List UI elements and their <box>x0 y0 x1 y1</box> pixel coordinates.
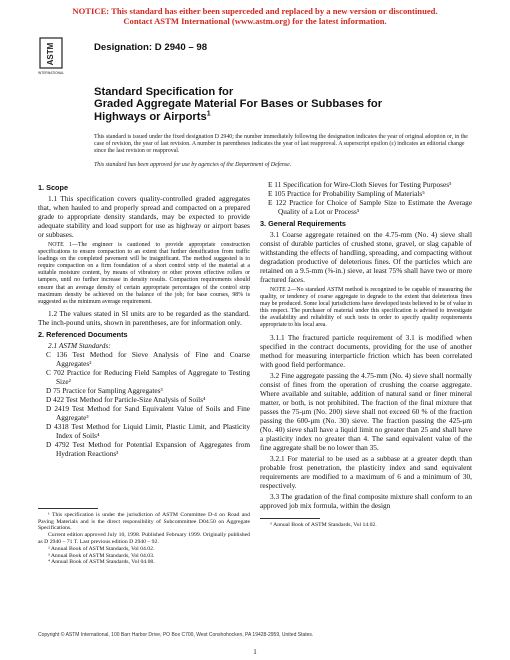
ref-item: D 422 Test Method for Particle-Size Analysis of Soils⁴ <box>46 394 206 404</box>
dod-approval-statement: This standard has been approved for use by agencies of the Department of Defense. <box>94 162 292 168</box>
para-3-3: 3.3 The gradation of the final composite mixture shall conform to an approved job mix formula, within the design <box>260 491 472 510</box>
logo-subtext: INTERNATIONAL <box>37 71 65 75</box>
right-column <box>260 180 472 528</box>
copyright-line: Copyright © ASTM International, 100 Barr Harbor Drive, PO Box C700, West Conshohocken, PA 19428-2959, United States. <box>38 632 314 638</box>
supersession-notice <box>0 6 510 26</box>
page-number: 1 <box>253 648 257 656</box>
section-2-heading: 2. Referenced Documents <box>38 329 128 339</box>
footnote-divider <box>260 518 320 519</box>
ref-item: D 4318 Test Method for Liquid Limit, Plastic Limit, and Plasticity Index of Soils⁴ <box>46 421 250 440</box>
astm-logo <box>36 36 66 76</box>
para-2-1: 2.1 ASTM Standards: <box>48 340 111 350</box>
ref-item: C 136 Test Method for Sieve Analysis of Fine and Coarse Aggregates² <box>46 349 250 368</box>
title-line-1: Standard Specification for <box>94 86 234 98</box>
standard-title <box>94 86 474 123</box>
footnote: ² Annual Book of ASTM Standards, Vol 04.02. <box>48 545 155 552</box>
ref-item: E 122 Practice for Choice of Sample Size to Estimate the Average Quality of a Lot or Process⁵ <box>268 198 472 216</box>
para-3-1: 3.1 Coarse aggregate retained on the 4.75-mm (No. 4) sieve shall consist of durable particles of crushed stone, gravel, or slag capable of withstanding the effects of handling, spreading, and compacting without degradation productive of deleterious fines. Of the particles which are retained on a 9.5-mm (⅜-in.) sieve, at least 75% shall have two or more fractured faces. <box>260 230 472 284</box>
section-1-heading: 1. Scope <box>38 183 69 192</box>
notice-line-1: NOTICE: This standard has either been superceded and replaced by a new version or discontinued. <box>72 6 438 16</box>
footnote: ³ Annual Book of ASTM Standards, Vol 04.03. <box>48 552 155 559</box>
note-2: NOTE 2—No standard ASTM method is recognized to be capable of measuring the quality, or tendency of coarse aggregate to degrade to the extent that deleterious fines may be produced. Some local jurisdictions have developed tests believed to be of value in this respect. The purchaser of material under this specification is advised to investigate the availability and reliability of such tests in order to specify quality requirements appropriate to his local area. <box>260 287 472 329</box>
ref-item: E 105 Practice for Probability Sampling of Materials⁵ <box>268 189 425 198</box>
footnote: ⁵ Annual Book of ASTM Standards, Vol 14.02. <box>270 521 377 528</box>
logo-text: ASTM <box>46 42 55 66</box>
title-line-2: Graded Aggregate Material For Bases or Subbases for <box>94 98 383 111</box>
footnote: ⁴ Annual Book of ASTM Standards, Vol 04.08. <box>48 559 155 566</box>
ref-item: D 2419 Test Method for Sand Equivalent Value of Soils and Fine Aggregate³ <box>46 403 250 422</box>
ref-item: D 4792 Test Method for Potential Expansion of Aggregates from Hydration Reactions³ <box>46 439 250 458</box>
left-column <box>38 180 250 566</box>
footnote: ¹ This specification is under the jurisdiction of ASTM Committee D-4 on Road and Paving Materials and is the direct responsibility of Subcommittee D04.50 on Aggregate Specifications. <box>38 511 250 532</box>
title-line-3: Highways or Airports <box>94 110 207 123</box>
issuance-statement: This standard is issued under the fixed designation D 2940; the number immediately following the designation indicates the year of original adoption or, in the case of revision, the year of last revision. A number in parentheses indicates the year of last reapproval. A superscript epsilon (ε) indicates an editorial change since the last revision or reapproval. <box>94 134 468 155</box>
para-3-2: 3.2 Fine aggregate passing the 4.75-mm (No. 4) sieve shall normally consist of fines from the operation of crushing the coarse aggregate. Where available and suitable, addition of natural sand or finer mineral matter, or both, is not prohibited. The fraction of the final mixture that passes the 75-μm (No. 200) sieve shall not exceed 60 % of the fraction passing the 600-μm (No. 30) sieve. The fraction passing the 425-μm (No. 40) sieve shall have a liquid limit no greater than 25 and shall have a plasticity index no greater than 4. The sand equivalent value of the fine aggregate shall be no lower than 35. <box>260 370 472 452</box>
para-3-2-1: 3.2.1 For material to be used as a subbase at a greater depth than probable frost penetration, the plasticity index and sand equivalent requirements are modified to a maximum of 6 and a minimum of 30, respectively. <box>260 453 472 490</box>
title-footnote-ref: 1 <box>206 110 211 118</box>
para-1-2: 1.2 The values stated in SI units are to be regarded as the standard. The inch-pound units, shown in parentheses, are for information only. <box>38 308 250 327</box>
section-3-heading: 3. General Requirements <box>260 219 346 228</box>
para-1-1: 1.1 This specification covers quality-controlled graded aggregates that, when hauled to and properly spread and compacted on a prepared grade to appropriate density standards, may be expected to provide adequate stability and load support for use as highway or airport bases or subbases. <box>38 194 250 239</box>
ref-item: E 11 Specification for Wire-Cloth Sieves for Testing Purposes⁵ <box>268 180 452 189</box>
ref-item: C 702 Practice for Reducing Field Samples of Aggregate to Testing Size² <box>46 367 250 386</box>
footnote-divider <box>38 508 98 509</box>
notice-line-2: Contact ASTM International (www.astm.org) for the latest information. <box>123 16 387 26</box>
footnote: Current edition approved July 10, 1998. Published February 1999. Originally published as D 2940 – 71 T. Last previous edition D 2940 – 92. <box>38 532 250 546</box>
designation: Designation: D 2940 – 98 <box>94 42 208 53</box>
ref-item: D 75 Practice for Sampling Aggregates³ <box>46 385 163 395</box>
note-1: NOTE 1—The engineer is cautioned to provide appropriate construction specifications to ensure compaction to an extent that further densification from traffic loadings on the completed pavement will be insignificant. The method suggested is to require compaction on a firm foundation of a short control strip of the material at a suitable moisture content, by means of vibratory or other proven effective rollers or tampers, until no further increase in density results. Compaction requirements should ensure that an average density of certain appropriate percentages of the control strip maximum density be achieved on the balance of the job; for base courses, 98% is suggested as the minimum average requirement. <box>38 242 250 305</box>
para-3-1-1: 3.1.1 The fractured particle requirement of 3.1 is modified when specified in the contract documents, providing for the use of another method for measuring interparticle friction which has been correlated with good field performance. <box>260 332 472 369</box>
